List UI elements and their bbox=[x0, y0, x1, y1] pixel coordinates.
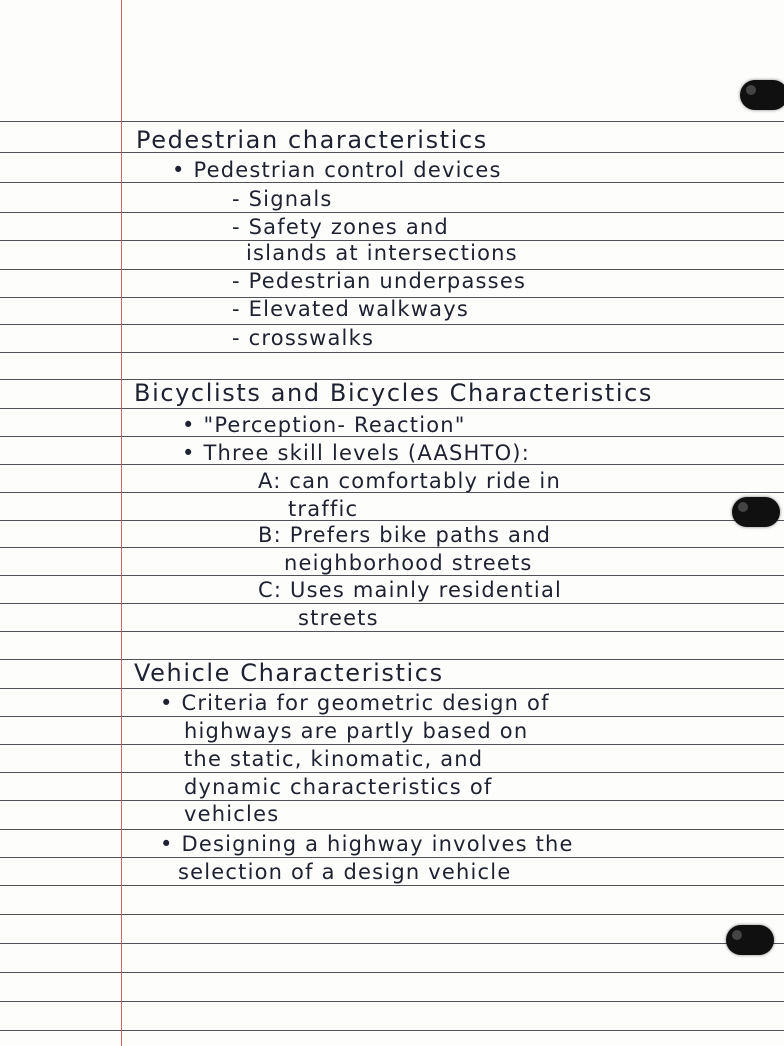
bullet-text: • Three skill levels (AASHTO): bbox=[182, 441, 530, 465]
section-heading-pedestrian: Pedestrian characteristics bbox=[136, 126, 488, 154]
ruled-line bbox=[0, 1030, 784, 1031]
margin-line bbox=[121, 0, 122, 1046]
sub-item: - Pedestrian underpasses bbox=[232, 269, 527, 293]
sub-item: - crosswalks bbox=[232, 326, 375, 350]
section-heading-vehicle: Vehicle Characteristics bbox=[134, 659, 444, 687]
sub-item: - Elevated walkways bbox=[232, 297, 469, 321]
sub-item: islands at intersections bbox=[246, 241, 518, 265]
bullet-text: • Pedestrian control devices bbox=[172, 158, 502, 182]
ruled-line bbox=[0, 603, 784, 604]
bullet-line: highways are partly based on bbox=[184, 719, 529, 743]
ruled-line bbox=[0, 324, 784, 325]
ruled-line bbox=[0, 744, 784, 745]
ruled-line bbox=[0, 1001, 784, 1002]
ruled-line bbox=[0, 972, 784, 973]
sub-item: - Signals bbox=[232, 187, 333, 211]
ruled-line bbox=[0, 408, 784, 409]
bullet-line: dynamic characteristics of bbox=[184, 775, 493, 799]
binder-ring-icon bbox=[726, 925, 774, 955]
ruled-line bbox=[0, 688, 784, 689]
binder-ring-icon bbox=[732, 497, 780, 527]
sub-item: traffic bbox=[288, 497, 359, 521]
sub-item: neighborhood streets bbox=[284, 551, 533, 575]
ruled-line bbox=[0, 716, 784, 717]
bullet-line: • Criteria for geometric design of bbox=[160, 691, 550, 715]
ruled-line bbox=[0, 121, 784, 122]
ruled-line bbox=[0, 914, 784, 915]
ruled-line bbox=[0, 885, 784, 886]
sub-item: A: can comfortably ride in bbox=[258, 469, 561, 493]
bullet-text: • "Perception- Reaction" bbox=[182, 413, 466, 437]
section-heading-bicyclists: Bicyclists and Bicycles Characteristics bbox=[134, 379, 654, 407]
ruled-line bbox=[0, 212, 784, 213]
ruled-line bbox=[0, 800, 784, 801]
bullet-line: selection of a design vehicle bbox=[178, 860, 512, 884]
bullet-line: vehicles bbox=[184, 802, 280, 826]
sub-item: B: Prefers bike paths and bbox=[258, 523, 552, 547]
binder-ring-icon bbox=[740, 80, 784, 110]
ruled-line bbox=[0, 631, 784, 632]
ruled-line bbox=[0, 943, 784, 944]
sub-item: C: Uses mainly residential bbox=[258, 578, 563, 602]
bullet-line: • Designing a highway involves the bbox=[160, 832, 574, 856]
ruled-line bbox=[0, 352, 784, 353]
sub-item: streets bbox=[298, 606, 379, 630]
ruled-line bbox=[0, 772, 784, 773]
ruled-line bbox=[0, 829, 784, 830]
ruled-line bbox=[0, 857, 784, 858]
bullet-line: the static, kinomatic, and bbox=[184, 747, 484, 771]
sub-item: - Safety zones and bbox=[232, 215, 449, 239]
ruled-line bbox=[0, 520, 784, 521]
